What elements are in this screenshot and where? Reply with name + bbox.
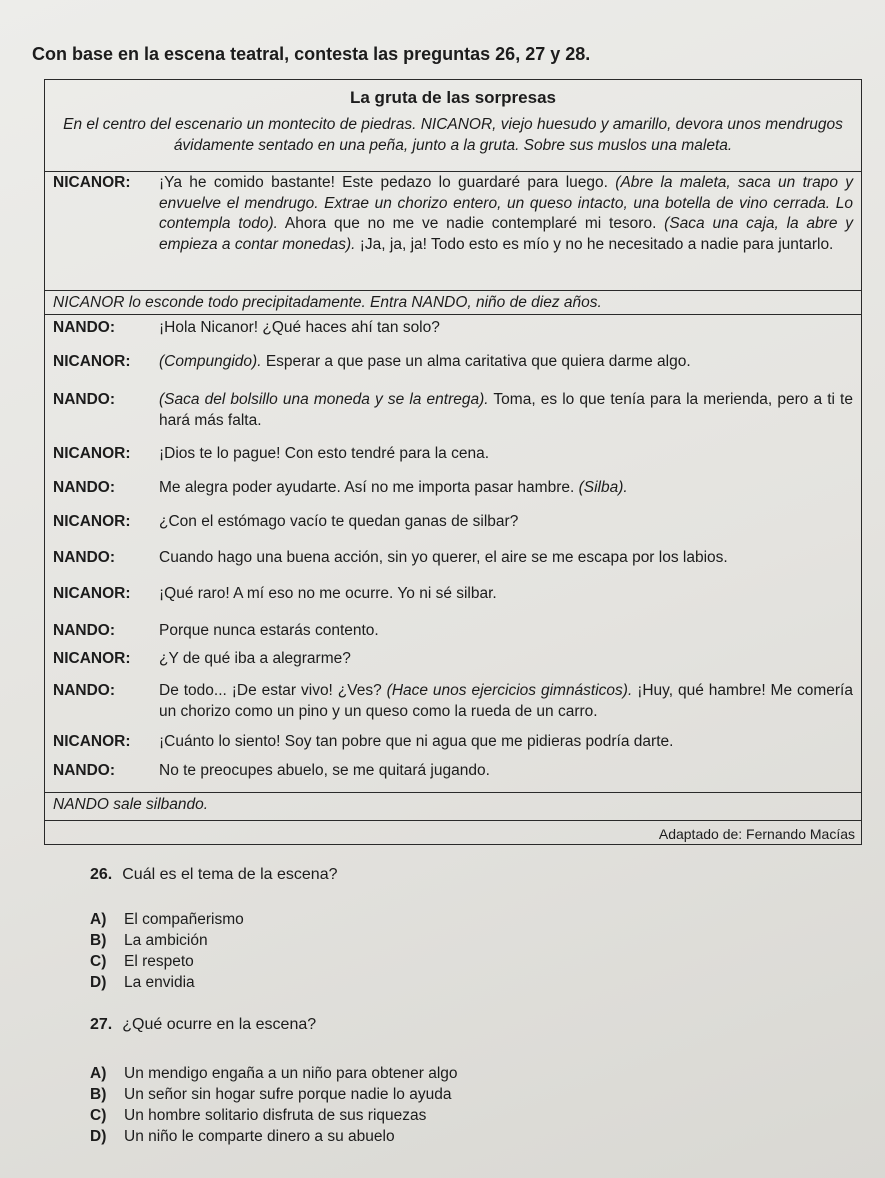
scene-box: La gruta de las sorpresas En el centro del escenario un montecito de piedras. NICANOR, viejo huesudo y amarillo, devora unos mendrugos ávidamente sentado en una peña, junto a la gruta. Sobre sus muslos una maleta. NICANOR: ¡Ya he comido bastante! Este pedazo lo guardaré para luego. (Abre la maleta, saca un trapo y envuelve el mendrugo. Extrae un chorizo entero, un queso intacto, una botella de vino cerrada. Lo contempla todo). Ahora que no me ve nadie contemplaré mi tesoro. (Saca una caja, la abre y empieza a contar monedas). ¡Ja, ja, ja! Todo esto es mío y no he necesitado a nadie para juntarlo. NICANOR lo esconde todo precipitadamente. Entra NANDO, niño de diez años. NANDO: ¡Hola Nicanor! ¿Qué haces ahí tan solo? NICANOR: (Compungido). Esperar a que pase un alma caritativa que quiera darme algo. NANDO: (Saca del bolsillo una moneda y se la entrega). Toma, es lo que tenía para la merienda, pero a ti te hará más falta. NICANOR: ¡Dios te lo pague! Con esto tendré para la cena. NANDO: Me alegra poder ayudarte. Así no me importa pasar hambre. (Silba). NICANOR: ¿Con el estómago vacío te quedan ganas de silbar? NANDO: Cuando hago una buena acción, sin yo querer, el aire se me escapa por los labios. NICANOR: ¡Qué raro! A mí eso no me ocurre. Yo ni sé silbar. NANDO: Porque nunca estarás contento. NICANOR: ¿Y de qué iba a alegrarme? NANDO: De todo... ¡De estar vivo! ¿Ves? (Hace unos ejercicios gimnásticos). ¡Huy, qué hambre! Me comería un chorizo como un pino y un queso como la rueda de un carro. NICANOR: ¡Cuánto lo siento! Soy tan pobre que ni agua que me pidieras podría darte. NANDO: No te preocupes abuelo, se me quitará jugando. NANDO sale silbando. Adaptado de: Fernando Macías <box>44 79 862 845</box>
divider <box>45 792 861 793</box>
stage-direction: NICANOR lo esconde todo precipitadamente. Entra NANDO, niño de diez años. <box>53 294 602 311</box>
answer-option[interactable]: A) Un mendigo engaña a un niño para obtener algo <box>90 1065 458 1082</box>
source-credit: Adaptado de: Fernando Macías <box>658 826 855 842</box>
divider <box>45 290 861 291</box>
scene-title: La gruta de las sorpresas <box>350 88 556 107</box>
divider <box>45 820 861 821</box>
line-text: ¡Ya he comido bastante! Este pedazo lo guardaré para luego. (Abre la maleta, saca un trapo y envuelve el mendrugo. Extrae un chorizo entero, un queso intacto, una botella de vino cerrada. Lo contempla todo). Ahora que no me ve nadie contemplaré mi tesoro. (Saca una caja, la abre y empieza a contar monedas). ¡Ja, ja, ja! Todo esto es mío y no he necesitado a nadie para juntarlo. <box>159 174 853 253</box>
speaker: NICANOR: <box>53 174 131 191</box>
answer-option[interactable]: B) Un señor sin hogar sufre porque nadie lo ayuda <box>90 1086 452 1103</box>
divider <box>45 171 861 172</box>
stage-direction: NANDO sale silbando. <box>53 796 209 813</box>
answer-option[interactable]: D) Un niño le comparte dinero a su abuelo <box>90 1128 395 1145</box>
answer-option[interactable]: B) La ambición <box>90 932 208 949</box>
question-26: 26. Cuál es el tema de la escena? <box>90 866 338 883</box>
question-27: 27. ¿Qué ocurre en la escena? <box>90 1016 317 1033</box>
answer-option[interactable]: C) Un hombre solitario disfruta de sus riquezas <box>90 1107 427 1124</box>
dialogue-line <box>53 173 857 283</box>
answer-option[interactable]: A) El compañerismo <box>90 911 244 928</box>
instructions-header: Con base en la escena teatral, contesta las preguntas 26, 27 y 28. <box>32 44 591 64</box>
divider <box>45 314 861 315</box>
scene-intro: En el centro del escenario un montecito de piedras. NICANOR, viejo huesudo y amarillo, devora unos mendrugos ávidamente sentado en una peña, junto a la gruta. Sobre sus muslos una maleta. <box>63 116 843 154</box>
answer-option[interactable]: C) El respeto <box>90 953 194 970</box>
answer-option[interactable]: D) La envidia <box>90 974 195 991</box>
